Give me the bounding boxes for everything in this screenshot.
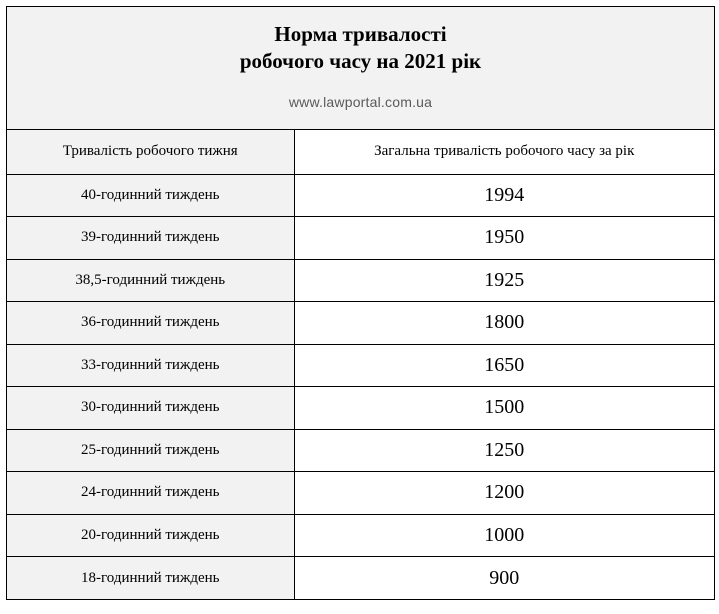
week-cell: 39-годинний тиждень: [7, 217, 294, 260]
title-line-1: Норма тривалості: [274, 22, 447, 46]
table-row: [7, 557, 714, 600]
week-cell: 25-годинний тиждень: [7, 429, 294, 472]
table-row: [7, 302, 714, 345]
header-week-duration: Тривалість робочого тижня: [7, 130, 294, 174]
hours-cell: 1994: [294, 174, 714, 217]
table-row: [7, 174, 714, 217]
week-cell: 20-годинний тиждень: [7, 514, 294, 557]
source-url: www.lawportal.com.ua: [288, 94, 433, 110]
hours-cell: 1800: [294, 302, 714, 345]
week-cell: 33-годинний тиждень: [7, 344, 294, 387]
table-row: [7, 344, 714, 387]
table-header-row: [7, 130, 714, 174]
hours-cell: 1200: [294, 472, 714, 515]
week-cell: 36-годинний тиждень: [7, 302, 294, 345]
week-cell: 40-годинний тиждень: [7, 174, 294, 217]
hours-cell: 1250: [294, 429, 714, 472]
week-cell: 18-годинний тиждень: [7, 557, 294, 600]
header-annual-hours: Загальна тривалість робочого часу за рік: [374, 143, 635, 160]
table-row: [7, 514, 714, 557]
hours-cell: 1950: [294, 217, 714, 260]
hours-cell: 1650: [294, 344, 714, 387]
table-row: [7, 259, 714, 302]
hours-cell: 1000: [294, 514, 714, 557]
title-block: [7, 7, 714, 130]
week-cell: 24-годинний тиждень: [7, 472, 294, 515]
table-row: [7, 472, 714, 515]
table-row: [7, 217, 714, 260]
title-line-2: робочого часу на 2021 рік: [239, 49, 482, 73]
table-row: [7, 387, 714, 430]
week-cell: 30-годинний тиждень: [7, 387, 294, 430]
hours-cell: 1500: [294, 387, 714, 430]
table-row: [7, 429, 714, 472]
hours-cell: 1925: [294, 259, 714, 302]
week-cell: 38,5-годинний тиждень: [7, 259, 294, 302]
working-hours-table-card: [6, 6, 715, 600]
working-hours-table: [7, 130, 714, 599]
hours-cell: 900: [294, 557, 714, 600]
